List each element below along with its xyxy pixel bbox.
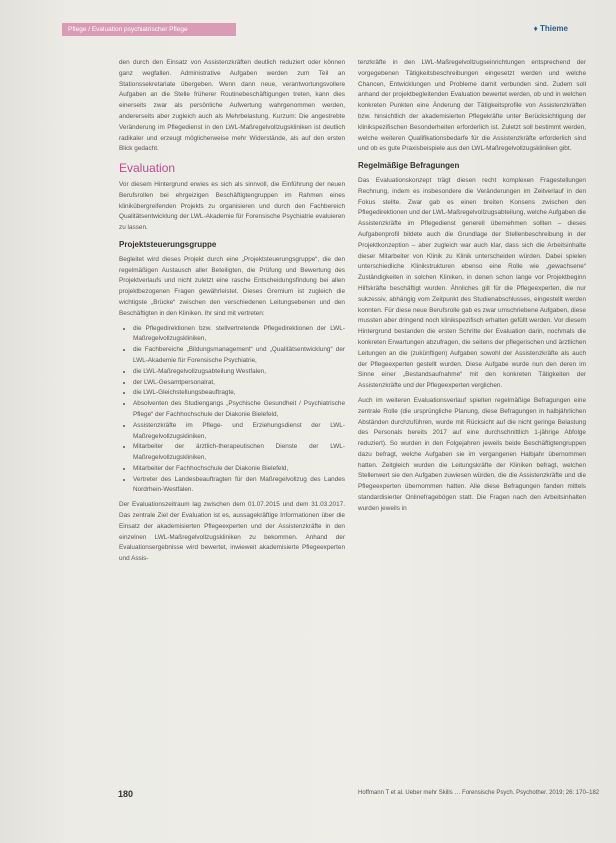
evaluation-paragraph: Vor diesem Hintergrund erwies es sich als sinnvoll, die Einführung der neuen Berufsrollen bei ehrgeizigen Beschäftigtengruppen im Rahmen eines klinikübergreifenden Projekts zu organisieren und durch den Fachbereich Qualitätsentwicklung der LWL-Akademie für Forensische Psychiatrie evaluieren zu lassen. bbox=[119, 180, 345, 232]
page-number: 180 bbox=[118, 789, 134, 799]
list-item: • Absolventen des Studiengangs „Psychische Gesundheit / Psychiatrische Pflege“ der Fachhochschule der Diakonie Bielefeld, bbox=[133, 399, 345, 421]
evaluation-period-paragraph: Der Evaluationszeitraum lag zwischen dem 01.07.2015 und dem 31.03.2017. Das zentrale Ziel der Evaluation ist es, aussagekräftige Informationen über die Einsatz der akademisierten Pflegeexperten und der Assistenzkräfte in den einzelnen LWL-Maßregelvollzugskliniken zu bekommen. Anhand der Evaluationsergebnisse wird bewertet, inwieweit akademisierte Pflegeexperten und Assis- bbox=[119, 501, 345, 563]
section-label: Pflege / Evaluation psychiatrischer Pflege bbox=[68, 26, 188, 33]
intro-paragraph: den durch den Einsatz von Assistenzkräften deutlich reduziert oder können ganz wegfallen. Administrative Aufgaben werden zum Teil an Stationssekretariate übergeben. Wenn dann neue, verantwortungsvollere Aufgaben an die Stelle früherer Routinebeschäftigungen treten, kann dies einerseits zwar als persönliche Aufwertung wahrgenommen werden, andererseits aber zugleich auch als Mehrbelastung. Kurzum: Die angestrebte Veränderung im Pflegedienst in den LWL-Maßregelvollzugskliniken ist deutlich radikaler und erzeugt möglicherweise mehr Widerstände, als auf den ersten Blick gedacht. bbox=[119, 59, 345, 153]
section-header-bar bbox=[62, 23, 236, 36]
continued-paragraph: tenzkräfte in den LWL-Maßregelvollzugseinrichtungen entsprechend der vorgegebenen Tätigkeitsbeschreibungen eingesetzt werden und welche Chancen, Entwicklungen und Probleme damit verbunden sind. Zudem soll anhand der projektbegleitenden Evaluation bewertet werden, ob und in welchen konkreten Punkten eine Änderung der Tätigkeitsprofile von Assistenzkräften bzw. hinsichtlich der akademisierten Pflegekräfte unter Berücksichtigung der klinikspezifischen Besonderheiten erforderlich ist. Zuletzt soll bestimmt werden, welche weiteren Qualifikationsbedarfe für die Assistenzkräfte erforderlich sind und ob es gute Praxisbeispiele aus den LWL-Maßregelvollzugskliniken gibt. bbox=[358, 59, 586, 153]
logo-text: Thieme bbox=[539, 24, 568, 33]
list-item: • die Pflegedirektionen bzw. stellvertretende Pflegedirektionen der LWL-Maßregelvollzugskliniken, bbox=[133, 324, 345, 346]
logo-icon: ♦ bbox=[533, 24, 538, 33]
surveys-paragraph-2: Auch im weiteren Evaluationsverlauf spielten regelmäßige Befragungen eine zentrale Rolle (die ursprüngliche Planung, diese Befragungen in halbjährlichen Abständen durchzuführen, wurde mit Rücksicht auf die nicht geringe Belastung des Personals bereits 2017 auf eine durchschnittlich 1-jährige Abfolge reduziert). So wurden in den Folgejahren jeweils beide Beschäftigtengruppen dazu befragt, welche Aufgaben sie im vergangenen Halbjahr übernommen hatten. Zeitgleich wurden die Leitungskräfte der Kliniken befragt, welchen Stellenwert sie den Aufgaben zuwiesen würden, die die Assistenzkräfte und die Pflegeexperten übernommen hatten. Alle diese Befragungen fanden mittels standardisierter Onlinefragebögen statt. Die Fragen nach den Arbeitsinhalten wurden jeweils in bbox=[358, 396, 586, 512]
project-group-heading: Projektsteuerungsgruppe bbox=[119, 239, 217, 249]
citation: Hoffmann T et al. Ueber mehr Skills … Forensische Psych. Psychother. 2019; 26: 170–182 bbox=[358, 790, 600, 796]
right-column bbox=[358, 58, 586, 519]
list-item: • Assistenzkräfte im Pflege- und Erziehungsdienst der LWL-Maßregelvollzugskliniken, bbox=[133, 421, 345, 443]
list-item: • Mitarbeiter der ärztlich-therapeutischen Dienste der LWL-Maßregelvollzugskliniken, bbox=[133, 442, 345, 464]
list-item: • die LWL-Gleichstellungsbeauftragte, bbox=[133, 388, 345, 399]
list-item: • Vertreter des Landesbeauftragten für den Maßregelvollzug des Landes Nordrhein-Westfalen. bbox=[133, 475, 345, 497]
list-item: • der LWL-Gesamtpersonalrat, bbox=[133, 378, 345, 389]
members-list bbox=[119, 324, 345, 497]
left-column bbox=[119, 58, 345, 569]
surveys-paragraph: Das Evaluationskonzept trägt diesen recht komplexen Fragestellungen Rechnung, indem es insbesondere die Veränderungen im Zeitverlauf in den Fokus stellte. Zwar gab es einen breiten Konsens zwischen den Pflegedirektionen und der LWL-Maßregelvollzugsabteilung, welche Aufgaben die Assistenzkräfte im Pflegedienst generell übernehmen sollten – dieses Aufgabenprofil bildete auch die Grundlage der Stellenbeschreibung in der Projektkonzeption – aber zugleich war auch klar, dass sich die Arbeitsinhalte dieser Mitarbeiter von Klinik zu Klinik unterscheiden würden. Dabei spielen unterschiedliche Klinikstrukturen ebenso eine Rolle wie „gewachsene“ Zuständigkeiten in solchen Kliniken, in denen schon lange vor Projektbeginn Hilfskräfte beschäftigt wurden. Ähnliches gilt für die Pflegeexperten, die nur sukzessiv, abhängig vom Zeitpunkt des Studienabschlusses, eingestellt werden konnten. Für diese neue Berufsrolle gab es zwar umschriebene Aufgaben, diese mussten aber dringend noch klinikspezifisch erhalten gefüllt werden. Vor diesem Hintergrund bestanden die ersten Schritte der Evaluation darin, nochmals die konkreten Erwartungen abzufragen, die seitens der pflegerischen und ärztlichen Leitungen an die (zukünftigen) Aufgaben sowohl der Assistenzkräfte als auch der Pflegeexperten gestellt wurden. Diese Aufgabe wurde nun den deren im Sinne einer „Bestandsaufnahme“ mit den konkreten Tätigkeiten der Assistenzkräfte und der Pflegeexperten verglichen. bbox=[358, 176, 586, 390]
publisher-logo bbox=[534, 24, 568, 33]
list-item: • die Fachbereiche „Bildungsmanagement“ und „Qualitätsentwicklung“ der LWL-Akademie für Forensische Psychiatrie, bbox=[133, 345, 345, 367]
evaluation-heading: Evaluation bbox=[119, 161, 176, 176]
list-item: • Mitarbeiter der Fachhochschule der Diakonie Bielefeld, bbox=[133, 464, 345, 475]
list-item: • die LWL-Maßregelvollzugsabteilung Westfalen, bbox=[133, 367, 345, 378]
project-group-paragraph: Begleitet wird dieses Projekt durch eine „Projektsteuerungsgruppe“, die den regelmäßigen Austausch aller Beteiligten, die Prüfung und Bewertung des Projektverlaufs und nicht zuletzt eine rasche Entscheidungsfindung bei allen projektbezogenen Fragen gewährleistet. Dieses Gremium ist zugleich die wichtigste „Brücke“ zwischen den verschiedenen Leitungsebenen und den Beschäftigten in den Kliniken. Ihr sind mit vertreten: bbox=[119, 255, 345, 317]
surveys-heading: Regelmäßige Befragungen bbox=[358, 161, 460, 171]
